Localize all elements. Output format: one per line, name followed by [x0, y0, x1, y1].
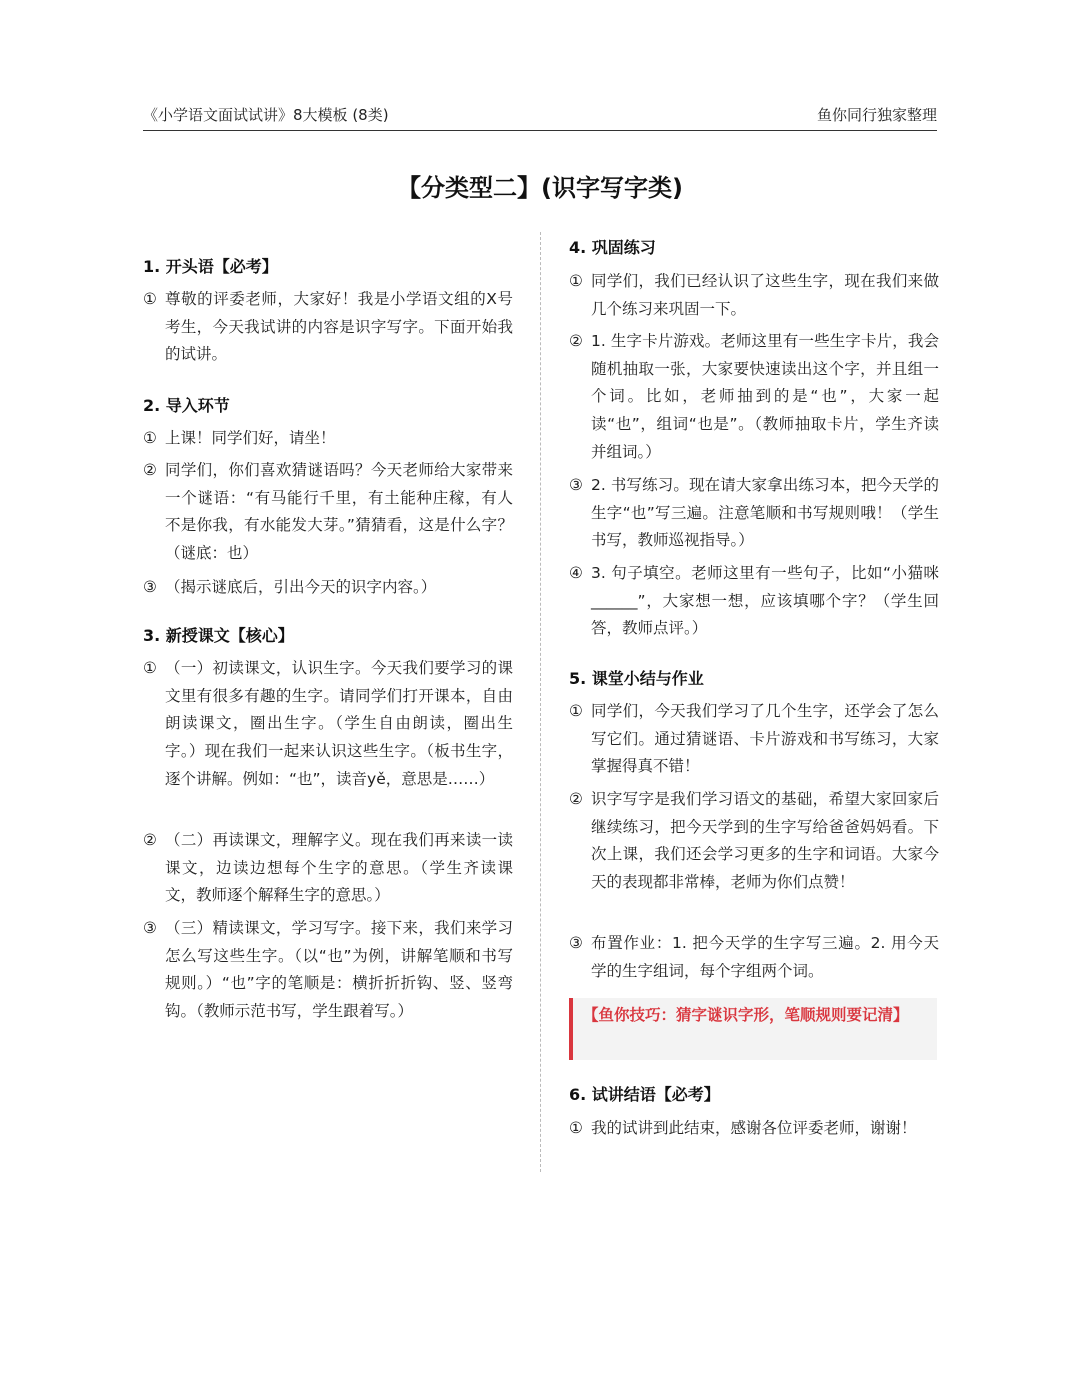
item-number: ① — [143, 659, 157, 677]
header-right-text: 鱼你同行独家整理 — [816, 106, 937, 124]
item-text: （三）精读课文，学习写字。接下来，我们来学习怎么写这些生字。（以“也”为例，讲解笔顺和书写规则。）“也”字的笔顺是：横折折折钩、竖、竖弯钩。（教师示范书写，学生跟着写。） — [165, 919, 513, 1021]
list-item — [569, 472, 939, 555]
item-text: 我的试讲到此结束，感谢各位评委老师，谢谢！ — [591, 1119, 917, 1137]
list-item — [569, 786, 939, 897]
list-item — [569, 268, 939, 323]
list-item — [569, 560, 939, 643]
item-number: ② — [569, 790, 583, 808]
item-text: 尊敬的评委老师，大家好！我是小学语文组的X号考生，今天我试讲的内容是识字写字。下面开始我的试讲。 — [165, 290, 513, 364]
item-number: ① — [569, 1119, 583, 1137]
tip-text: 【鱼你技巧：猜字谜识字形，笔顺规则要记清】 — [583, 1006, 909, 1024]
item-text: 同学们，你们喜欢猜谜语吗？今天老师给大家带来一个谜语：“有马能行千里，有土能种庄稼，有人不是你我，有水能发大芽。”猜猜看，这是什么字？（谜底：也） — [165, 461, 513, 563]
item-number: ④ — [569, 564, 583, 582]
item-text: 上课！同学们好，请坐！ — [165, 429, 336, 447]
section-title-new-lesson: 3. 新授课文【核心】 — [143, 626, 294, 645]
page-title: 【分类型二】(识字写字类) — [397, 174, 683, 202]
item-text: （揭示谜底后，引出今天的识字内容。） — [165, 578, 437, 596]
item-text: 识字写字是我们学习语文的基础，希望大家回家后继续练习，把今天学到的生字写给爸爸妈妈看。下次上课，我们还会学习更多的生字和词语。大家今天的表现都非常棒，老师为你们点赞！ — [591, 790, 939, 892]
item-text: 同学们，我们已经认识了这些生字，现在我们来做几个练习来巩固一下。 — [591, 272, 939, 318]
list-item — [143, 915, 513, 1026]
section-title-summary: 5. 课堂小结与作业 — [569, 669, 704, 688]
section-title-practice: 4. 巩固练习 — [569, 238, 656, 257]
item-text: 布置作业：1. 把今天学的生字写三遍。2. 用今天学的生字组词，每个字组两个词。 — [591, 934, 939, 980]
item-text: 2. 书写练习。现在请大家拿出练习本，把今天学的生字“也”写三遍。注意笔顺和书写规则哦！（学生书写，教师巡视指导。） — [591, 476, 939, 550]
item-number: ② — [143, 461, 157, 479]
list-item — [569, 1115, 939, 1143]
list-item — [143, 457, 513, 568]
item-number: ③ — [143, 578, 157, 596]
column-divider — [540, 232, 541, 1172]
item-text: 同学们，今天我们学习了几个生字，还学会了怎么写它们。通过猜谜语、卡片游戏和书写练习，大家掌握得真不错！ — [591, 702, 939, 776]
section-title-opening: 1. 开头语【必考】 — [143, 257, 278, 276]
item-number: ③ — [569, 476, 583, 494]
list-item — [143, 574, 513, 602]
item-number: ① — [569, 272, 583, 290]
item-text: （二）再读课文，理解字义。现在我们再来读一读课文，边读边想每个生字的意思。（学生齐读课文，教师逐个解释生字的意思。） — [165, 831, 513, 905]
item-text: 1. 生字卡片游戏。老师这里有一些生字卡片，我会随机抽取一张，大家要快速读出这个字，并且组一个词。比如，老师抽到的是“也”，大家一起读“也”，组词“也是”。（教师抽取卡片，学生齐读并组词。） — [591, 332, 939, 461]
item-number: ① — [143, 429, 157, 447]
item-number: ① — [143, 290, 157, 308]
item-number: ② — [569, 332, 583, 350]
section-title-intro: 2. 导入环节 — [143, 396, 230, 415]
list-item — [569, 930, 939, 985]
item-number: ③ — [569, 934, 583, 952]
list-item — [143, 655, 513, 794]
list-item — [569, 328, 939, 467]
item-text: 3. 句子填空。老师这里有一些句子，比如“小猫咪______”，大家想一想，应该填哪个字？（学生回答，教师点评。） — [591, 564, 939, 638]
list-item — [143, 286, 513, 369]
tip-box — [569, 998, 937, 1060]
list-item — [569, 698, 939, 781]
item-text: （一）初读课文，认识生字。今天我们要学习的课文里有很多有趣的生字。请同学们打开课本，自由朗读课文，圈出生字。（学生自由朗读，圈出生字。）现在我们一起来认识这些生字。（板书生字，逐个讲解。例如：“也”，读音yě，意思是……） — [165, 659, 513, 788]
item-number: ② — [143, 831, 157, 849]
header-left-text: 《小学语文面试试讲》8大模板 (8类) — [143, 106, 389, 124]
item-number: ① — [569, 702, 583, 720]
section-title-closing: 6. 试讲结语【必考】 — [569, 1085, 720, 1104]
list-item — [143, 425, 513, 453]
list-item — [143, 827, 513, 910]
page-header — [143, 104, 937, 131]
item-number: ③ — [143, 919, 157, 937]
